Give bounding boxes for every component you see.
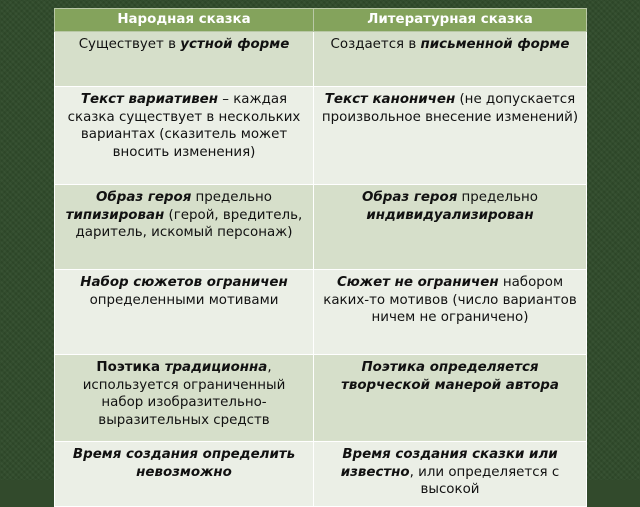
- cell-emphasis: Текст вариативен: [80, 92, 219, 107]
- cell-text: предельно: [457, 190, 538, 205]
- cell-folk-poetics: [55, 355, 314, 442]
- comparison-table: [54, 8, 587, 507]
- cell-literary-text: [314, 87, 587, 185]
- cell-literary-time: [314, 442, 587, 507]
- cell-text: определенными мотивами: [89, 292, 279, 308]
- cell-emphasis: индивидуализирован: [366, 207, 534, 223]
- cell-text: – каждая сказка существует в нескольких вариантах (сказитель может вносить изменения): [67, 92, 301, 161]
- cell-emphasis: Время создания определить невозможно: [72, 447, 296, 480]
- cell-literary-hero: [314, 185, 587, 270]
- cell-folk-form: [55, 32, 314, 87]
- cell-folk-text: [55, 87, 314, 185]
- table-row: [55, 355, 587, 442]
- cell-emphasis: Сюжет не ограничен: [336, 275, 499, 290]
- cell-emphasis: Образ героя: [96, 190, 192, 205]
- cell-text: набором каких-то мотивов (число вариантов ничем не ограничено): [323, 275, 577, 326]
- header-row: [55, 9, 587, 32]
- cell-emphasis: Образ героя: [362, 190, 458, 205]
- header-literary-tale: Литературная сказка: [314, 9, 587, 32]
- cell-text: (не допускается произвольное внесение изменений): [321, 92, 579, 125]
- cell-emphasis: устной форме: [180, 37, 290, 52]
- table-row: [55, 87, 587, 185]
- cell-emphasis: письменной форме: [420, 37, 570, 52]
- cell-emphasis: Текст каноничен: [324, 92, 456, 107]
- table-row: [55, 185, 587, 270]
- cell-text: Создается в: [330, 37, 421, 52]
- header-folk-tale: Народная сказка: [55, 9, 314, 32]
- cell-text: (герой, вредитель, даритель, искомый персонаж): [75, 207, 303, 241]
- cell-emphasis: Набор сюжетов ограничен: [80, 275, 288, 290]
- cell-emphasis: типизирован: [65, 207, 165, 223]
- cell-text: предельно: [191, 190, 272, 205]
- cell-emphasis: традиционна: [164, 360, 268, 375]
- cell-literary-plot: [314, 270, 587, 355]
- table-row: [55, 32, 587, 87]
- cell-folk-hero: [55, 185, 314, 270]
- cell-literary-form: [314, 32, 587, 87]
- table-row: [55, 442, 587, 507]
- cell-emphasis: Поэтика: [96, 360, 165, 375]
- cell-emphasis: Время создания сказки или известно: [340, 447, 558, 480]
- cell-text: Существует в: [78, 37, 181, 52]
- cell-text: , или определяется с высокой: [409, 464, 560, 498]
- cell-literary-poetics: [314, 355, 587, 442]
- table-row: [55, 270, 587, 355]
- cell-folk-time: [55, 442, 314, 507]
- cell-emphasis: Поэтика определяется творческой манерой автора: [341, 360, 559, 393]
- cell-text: , используется ограниченный набор изобразительно-выразительных средств: [82, 360, 286, 429]
- cell-folk-plot: [55, 270, 314, 355]
